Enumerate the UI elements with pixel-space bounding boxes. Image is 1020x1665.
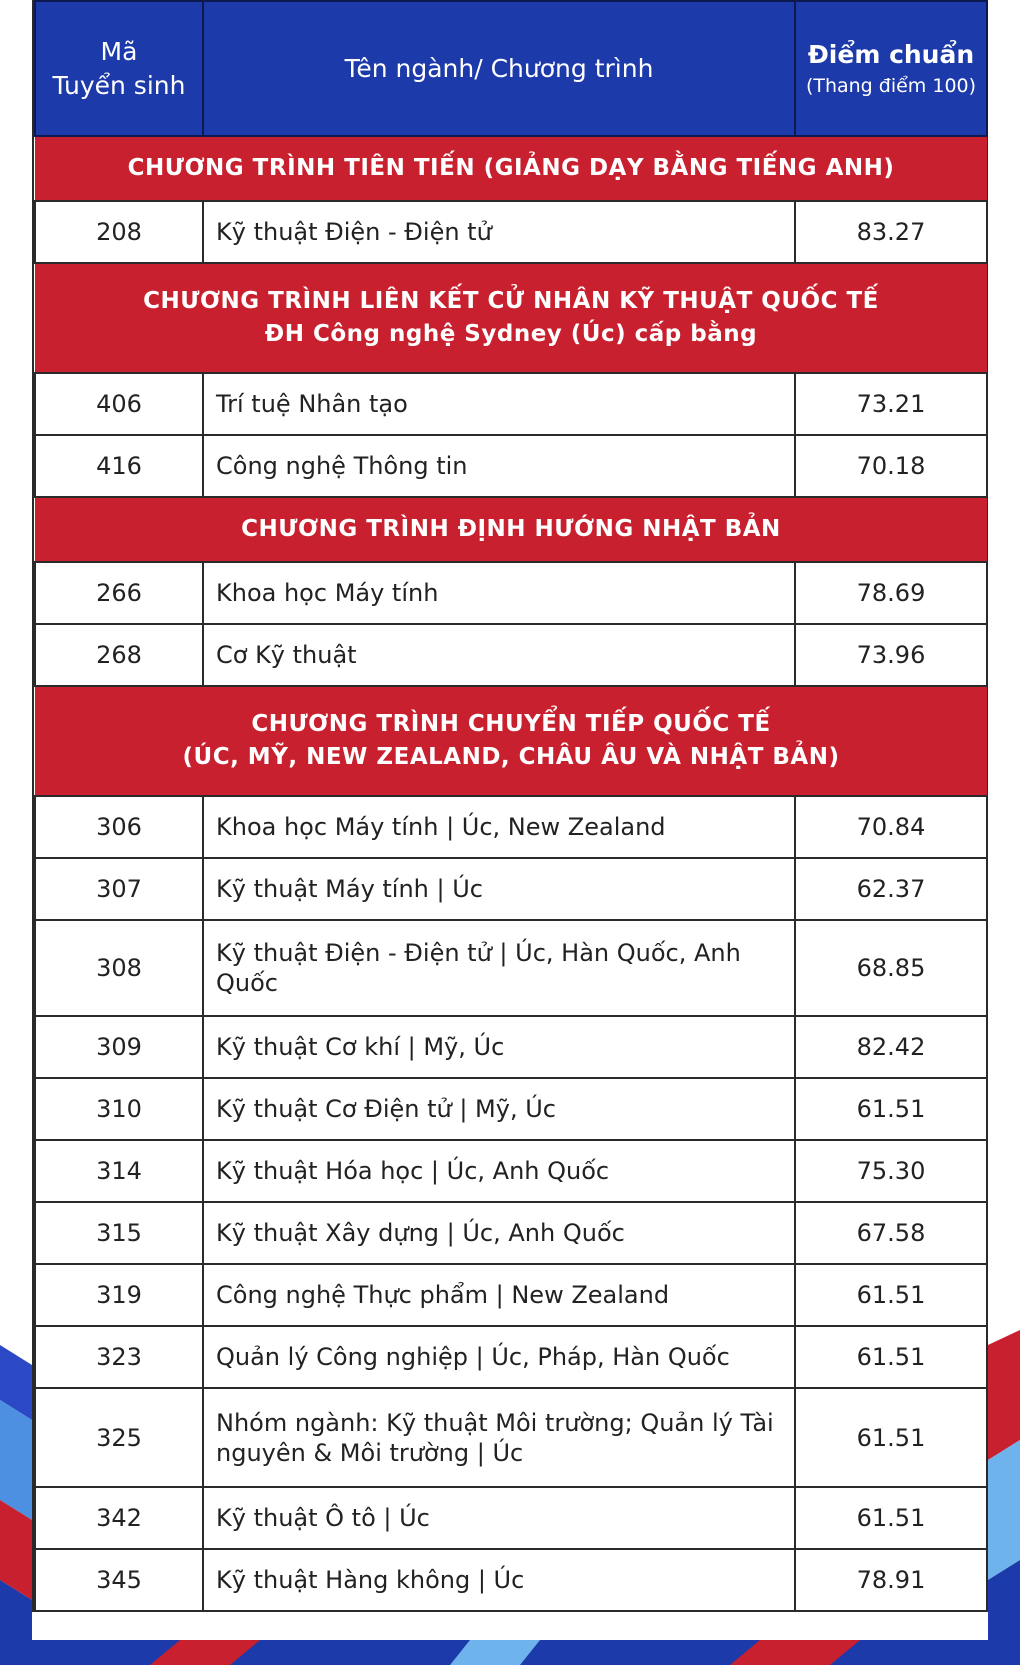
header-code-line1: Mã bbox=[100, 36, 138, 66]
cell-name: Trí tuệ Nhân tạo bbox=[203, 373, 795, 435]
cell-code: 308 bbox=[35, 920, 203, 1016]
cell-score: 61.51 bbox=[795, 1388, 987, 1487]
cell-score: 83.27 bbox=[795, 201, 987, 263]
section-title-line: ĐH Công nghệ Sydney (Úc) cấp bằng bbox=[264, 321, 758, 347]
cell-score: 75.30 bbox=[795, 1140, 987, 1202]
cell-code: 323 bbox=[35, 1326, 203, 1388]
section-title bbox=[35, 136, 987, 201]
cell-code: 309 bbox=[35, 1016, 203, 1078]
table-row bbox=[35, 1487, 987, 1549]
table-header-row bbox=[35, 1, 987, 136]
cell-name: Khoa học Máy tính | Úc, New Zealand bbox=[203, 796, 795, 858]
cell-code: 208 bbox=[35, 201, 203, 263]
cell-name: Nhóm ngành: Kỹ thuật Môi trường; Quản lý Tài nguyên & Môi trường | Úc bbox=[203, 1388, 795, 1487]
cell-code: 314 bbox=[35, 1140, 203, 1202]
cell-name: Kỹ thuật Hàng không | Úc bbox=[203, 1549, 795, 1611]
cell-code: 307 bbox=[35, 858, 203, 920]
cell-code: 342 bbox=[35, 1487, 203, 1549]
section-title-line: CHƯƠNG TRÌNH TIÊN TIẾN (GIẢNG DẠY BẰNG TIẾNG ANH) bbox=[127, 154, 895, 181]
cell-code: 325 bbox=[35, 1388, 203, 1487]
section-title bbox=[35, 497, 987, 562]
cell-score: 61.51 bbox=[795, 1264, 987, 1326]
table-row bbox=[35, 1140, 987, 1202]
cell-name: Kỹ thuật Ô tô | Úc bbox=[203, 1487, 795, 1549]
table-row bbox=[35, 373, 987, 435]
cell-name: Kỹ thuật Máy tính | Úc bbox=[203, 858, 795, 920]
cell-score: 61.51 bbox=[795, 1487, 987, 1549]
section-title bbox=[35, 263, 987, 373]
header-score-sub: (Thang điểm 100) bbox=[805, 74, 977, 97]
cell-code: 345 bbox=[35, 1549, 203, 1611]
cell-score: 82.42 bbox=[795, 1016, 987, 1078]
table-row bbox=[35, 435, 987, 497]
header-score bbox=[795, 1, 987, 136]
cell-code: 406 bbox=[35, 373, 203, 435]
section-title bbox=[35, 686, 987, 796]
cell-score: 68.85 bbox=[795, 920, 987, 1016]
cell-name: Công nghệ Thông tin bbox=[203, 435, 795, 497]
section-title-line: CHƯƠNG TRÌNH ĐỊNH HƯỚNG NHẬT BẢN bbox=[241, 515, 781, 542]
cell-score: 73.96 bbox=[795, 624, 987, 686]
table-row bbox=[35, 201, 987, 263]
table-row bbox=[35, 920, 987, 1016]
table-body bbox=[35, 136, 987, 1611]
score-table bbox=[34, 0, 988, 1612]
header-code bbox=[35, 1, 203, 136]
cell-score: 61.51 bbox=[795, 1078, 987, 1140]
header-code-line2: Tuyển sinh bbox=[52, 70, 186, 100]
cell-code: 268 bbox=[35, 624, 203, 686]
header-name: Tên ngành/ Chương trình bbox=[203, 1, 795, 136]
section-row bbox=[35, 686, 987, 796]
section-row bbox=[35, 263, 987, 373]
header-score-main: Điểm chuẩn bbox=[807, 39, 975, 69]
cell-name: Kỹ thuật Hóa học | Úc, Anh Quốc bbox=[203, 1140, 795, 1202]
cell-score: 73.21 bbox=[795, 373, 987, 435]
table-row bbox=[35, 1388, 987, 1487]
table-row bbox=[35, 1078, 987, 1140]
table-row bbox=[35, 1326, 987, 1388]
cell-score: 70.84 bbox=[795, 796, 987, 858]
section-title-line: CHƯƠNG TRÌNH CHUYỂN TIẾP QUỐC TẾ bbox=[251, 710, 771, 737]
table-row bbox=[35, 796, 987, 858]
table-row bbox=[35, 1549, 987, 1611]
cell-code: 310 bbox=[35, 1078, 203, 1140]
cell-name: Kỹ thuật Cơ Điện tử | Mỹ, Úc bbox=[203, 1078, 795, 1140]
cell-name: Công nghệ Thực phẩm | New Zealand bbox=[203, 1264, 795, 1326]
table-row bbox=[35, 858, 987, 920]
cell-code: 416 bbox=[35, 435, 203, 497]
section-row bbox=[35, 497, 987, 562]
cell-code: 266 bbox=[35, 562, 203, 624]
cell-name: Kỹ thuật Điện - Điện tử | Úc, Hàn Quốc, Anh Quốc bbox=[203, 920, 795, 1016]
cell-score: 62.37 bbox=[795, 858, 987, 920]
section-title-line: (ÚC, MỸ, NEW ZEALAND, CHÂU ÂU VÀ NHẬT BẢN) bbox=[182, 744, 840, 770]
cell-name: Cơ Kỹ thuật bbox=[203, 624, 795, 686]
cell-score: 78.91 bbox=[795, 1549, 987, 1611]
cell-score: 67.58 bbox=[795, 1202, 987, 1264]
cell-code: 306 bbox=[35, 796, 203, 858]
cell-name: Kỹ thuật Cơ khí | Mỹ, Úc bbox=[203, 1016, 795, 1078]
cell-name: Khoa học Máy tính bbox=[203, 562, 795, 624]
table-row bbox=[35, 1202, 987, 1264]
cell-code: 315 bbox=[35, 1202, 203, 1264]
section-row bbox=[35, 136, 987, 201]
cell-score: 61.51 bbox=[795, 1326, 987, 1388]
cell-score: 78.69 bbox=[795, 562, 987, 624]
table-row bbox=[35, 1264, 987, 1326]
admission-score-table bbox=[32, 0, 988, 1612]
section-title-line: CHƯƠNG TRÌNH LIÊN KẾT CỬ NHÂN KỸ THUẬT QUỐC TẾ bbox=[143, 287, 879, 314]
cell-score: 70.18 bbox=[795, 435, 987, 497]
table-row bbox=[35, 562, 987, 624]
table-row bbox=[35, 1016, 987, 1078]
cell-name: Quản lý Công nghiệp | Úc, Pháp, Hàn Quốc bbox=[203, 1326, 795, 1388]
cell-code: 319 bbox=[35, 1264, 203, 1326]
cell-name: Kỹ thuật Xây dựng | Úc, Anh Quốc bbox=[203, 1202, 795, 1264]
cell-name: Kỹ thuật Điện - Điện tử bbox=[203, 201, 795, 263]
table-row bbox=[35, 624, 987, 686]
